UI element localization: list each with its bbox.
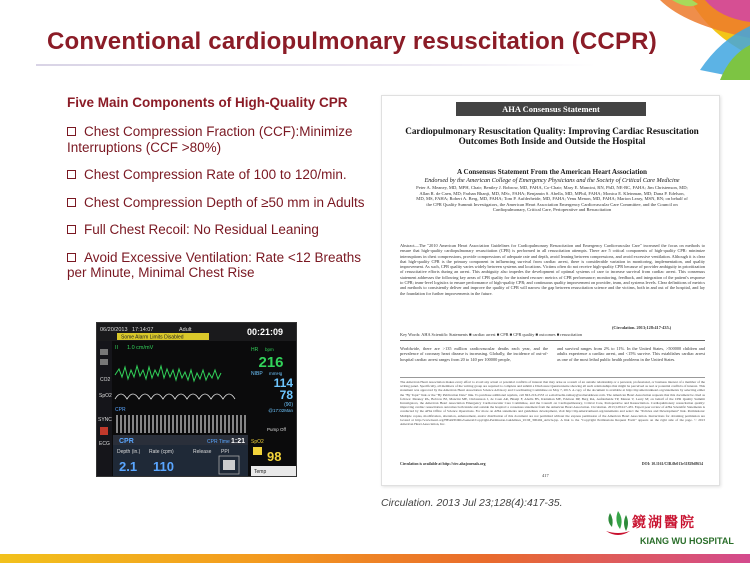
sidebar-sync: SYNC: [98, 417, 112, 423]
release-label: Release: [193, 449, 212, 455]
hr-label: HR: [251, 347, 259, 353]
depth-value: 2.1: [119, 459, 138, 474]
monitor-date: 06/20/2013: [100, 327, 128, 333]
spo2-label: SpO2: [251, 439, 264, 445]
ecg-waveform: [115, 366, 221, 381]
hospital-name-english: KIANG WU HOSPITAL: [640, 536, 734, 546]
bullet-item: Chest Compression Rate of 100 to 120/min.: [67, 167, 367, 183]
monitor-graphics: [97, 323, 297, 477]
bullet-item: Avoid Excessive Ventilation: Rate <12 Breaths per Minute, Minimal Chest Rise: [67, 249, 362, 280]
sidebar-spo2: SpO2: [99, 393, 112, 399]
paper-body-right: and survival ranges from 2% to 11%. In the United States, >500000 children and adults experience a cardiac arrest, and <15% survive. This establishes cardiac arrest as one of the most lethal public health problems in the United States.: [557, 346, 705, 362]
bullet-list: [67, 124, 367, 293]
paper-body-left: Worldwide, there are >135 million cardiovascular deaths each year, and the prevalence of coronary heart disease is increasing. Globally, the incidence of out-of-hospital cardiac arrest ranges from 20 to 140 per 100000 people,: [400, 346, 548, 362]
bullet-item: Chest Compression Depth of ≥50 mm in Adults: [67, 195, 367, 211]
paper-abstract-cite: (Circulation. 2013;128:417-435.): [612, 325, 672, 330]
cpr-compression-waveform: [117, 415, 245, 433]
hospital-logo-icon: [604, 509, 632, 539]
paper-keywords: Key Words: AHA Scientific Statements ■ cardiac arrest ■ CPR ■ CPR quality ■ outcomes ■ resuscitation: [400, 332, 583, 337]
nibp-systolic: 114: [273, 376, 293, 390]
pump-label: Pump Off: [267, 427, 286, 432]
paper-title: Cardiopulmonary Resuscitation Quality: Improving Cardiac Resuscitation Outcomes Both Inside and Outside the Hospital: [405, 126, 699, 146]
hospital-name-chinese: 鏡湖醫院: [632, 515, 696, 531]
rate-value: 110: [153, 459, 174, 474]
nibp-mean: (90): [284, 402, 293, 408]
defibrillator-monitor-image: [96, 322, 297, 477]
bullet-item: Full Chest Recoil: No Residual Leaning: [67, 222, 367, 238]
square-bullet-icon: [67, 225, 76, 234]
monitor-patient-type: Adult: [179, 327, 192, 333]
ecg-gain: 1.0 cm/mV: [127, 345, 154, 351]
temp-label: Temp: [254, 469, 267, 475]
cpr-wave-label: CPR: [115, 407, 126, 413]
hr-value: 216: [258, 354, 284, 371]
paper-footer-right: DOI: 10.1161/CIR.0b013e31829d8654: [641, 462, 703, 466]
square-bullet-icon: [67, 198, 76, 207]
citation: Circulation. 2013 Jul 23;128(4):417-35.: [381, 497, 563, 509]
depth-label: Depth (in.): [117, 449, 141, 455]
paper-abstract: Abstract—The "2010 American Heart Association Guidelines for Cardiopulmonary Resuscitation and Emergency Cardiovascular Care" increased the focus on methods to ensure that high-quality cardiopulmonary resuscitation (CPR) is performed in all resuscitation attempts. There are 5 critical components of high-quality CPR: minimize interruptions in chest compressions, provide compressions of adequate rate and depth, avoid leaning between compressions, and avoid excessive ventilation. Although it is clear that high-quality CPR is the primary component in influencing survival from cardiac arrest, there is considerable variation in monitoring, implementation, and quality improvement. As such, CPR quality varies widely between systems and locations. Victims often do not receive high-quality CPR because of provider ambiguity in prioritization of resuscitative efforts during an arrest. This ambiguity also impedes the development of optimal systems of care to increase survival from cardiac arrest. This consensus statement addresses the following key areas of CPR quality for the trained rescuer: metrics of CPR performance; monitoring, feedback, and integration of the patient's response to CPR; team-level logistics to ensure performance of high-quality CPR; and continuous quality improvement on provider, team, and systems levels. Clear definitions of metrics and methods to consistently deliver and improve the quality of CPR will narrow the gap between resuscitation science and the victims, both in and out of the hospital, and lay the foundation for further improvements in the future.: [400, 243, 705, 296]
footnote-rule: [400, 377, 705, 378]
bullet-item: Chest Compression Fraction (CCF):Minimize Interruptions (CCF >80%): [67, 124, 353, 155]
nibp-label: NIBP: [251, 371, 263, 377]
nibp-unit: mmHg: [269, 371, 283, 376]
square-bullet-icon: [67, 127, 76, 136]
sidebar-ecg: ECG: [99, 441, 110, 447]
paper-page-number: 417: [542, 473, 549, 478]
ppi-label: PPI: [221, 449, 230, 455]
monitor-elapsed-time: 00:21:09: [247, 327, 284, 337]
paper-authors: Peter A. Meaney, MD, MPH, Chair; Bentley J. Bobrow, MD, FAHA, Co-Chair; Mary E. Mancini, RN, PhD, NE-BC, FAHA; Jim Christenson, MD; Allan R. de Caen, MD; Farhan Bhanji, MD, MSc, FAHA; Benjamin S. Abella, MD, MPhil, FAHA; Monica E. Kleinman, MD; Dana P. Edelson, MD, MS, FAHA; Robert A. Berg, MD, FAHA; Tom P. Aufderheide, MD, FAHA; Venu Menon, MD, FAHA; Marion Leary, MSN, RN; on behalf of the CPR Quality Summit Investigators, the American Heart Association Emergency Cardiovascular Care Committee, and the Council on Cardiopulmonary, Critical Care, Perioperative and Resuscitation: [416, 185, 688, 213]
paper-header: AHA Consensus Statement: [456, 102, 646, 116]
monitor-clock: 17:14:07: [132, 327, 154, 333]
square-bullet-icon: [67, 170, 76, 179]
nibp-diastolic: 78: [279, 388, 293, 402]
ecg-lead: II: [115, 345, 119, 351]
square-bullet-icon: [67, 253, 76, 262]
spo2-value: 98: [267, 449, 282, 464]
hr-unit: bpm: [265, 347, 274, 352]
paper-footer-left: Circulation is available at http://circ.ahajournals.org: [400, 462, 486, 466]
cpr-panel-title: CPR: [119, 438, 134, 445]
title-underline: [36, 64, 596, 66]
monitor-alarm-banner: Some Alarm Limits Disabled: [121, 334, 184, 341]
section-subtitle: Five Main Components of High-Quality CPR: [67, 95, 348, 110]
nibp-time: @17:02Man: [268, 408, 293, 413]
sidebar-co2: CO2: [100, 377, 111, 383]
journal-article-image: [381, 95, 720, 486]
cpr-time-label: CPR Time: [207, 439, 230, 445]
cpr-time-value: 1:21: [230, 438, 245, 445]
slide-title: Conventional cardiopulmonary resuscitation (CCPR): [47, 28, 657, 55]
co2-waveform: [115, 394, 235, 399]
paper-rule: [400, 340, 705, 341]
paper-subtitle: A Consensus Statement From the American Heart Association Endorsed by the American College of Emergency Physicians and the Society of Critical Care Medicine: [424, 168, 680, 184]
rate-label: Rate (cpm): [149, 449, 174, 455]
paper-footnote: The American Heart Association makes every effort to avoid any actual or potential conflicts of interest that may arise as a result of an outside relationship or a personal, professional, or business interest of a member of the writing panel. Specifically, all members of the writing group are required to complete and submit a Disclosure Questionnaire showing all such relationships that might be perceived as real or potential conflicts of interest. This statement was approved by the American Heart Association Science Advisory and Coordinating Committee on May 7, 2013. A copy of the document is available at http://my.americanheart.org/statements by selecting either the "By Topic" link or the "By Publication Date" link. To purchase additional reprints, call 843-216-2533 or e-mail kelle.ramsay@wolterskluwer.com. The American Heart Association requests that this document be cited as follows: Meaney PA, Bobrow BJ, Mancini ME, Christenson J, de Caen AR, Bhanji F, Abella BS, Kleinman ME, Edelson DP, Berg RA, Aufderheide TP, Menon V, Leary M; on behalf of the CPR Quality Summit Investigators, the American Heart Association Emergency Cardiovascular Care Committee, and the Council on Cardiopulmonary, Critical Care, Perioperative and Resuscitation. Cardiopulmonary resuscitation quality: improving cardiac resuscitation outcomes both inside and outside the hospital: a consensus statement from the American Heart Association. Circulation. 2013;128:417-435. Expert peer review of AHA Scientific Statements is conducted by the AHA Office of Science Operations. For more on AHA statements and guidelines development, visit http://my.americanheart.org/statements and select the "Policies and Development" link. Permissions: Multiple copies, modification, alteration, enhancement, and/or distribution of this document are not permitted without the express permission of the American Heart Association. Instructions for obtaining permission are located at http://www.heart.org/HEARTORG/General/Copyright-Permission-Guidelines_UCM_300404_Article.jsp. A link to the "Copyright Permissions Request Form" appears on the right side of the page. © 2013 American Heart Association, Inc.: [400, 380, 705, 427]
bottom-color-bar: [0, 554, 750, 563]
